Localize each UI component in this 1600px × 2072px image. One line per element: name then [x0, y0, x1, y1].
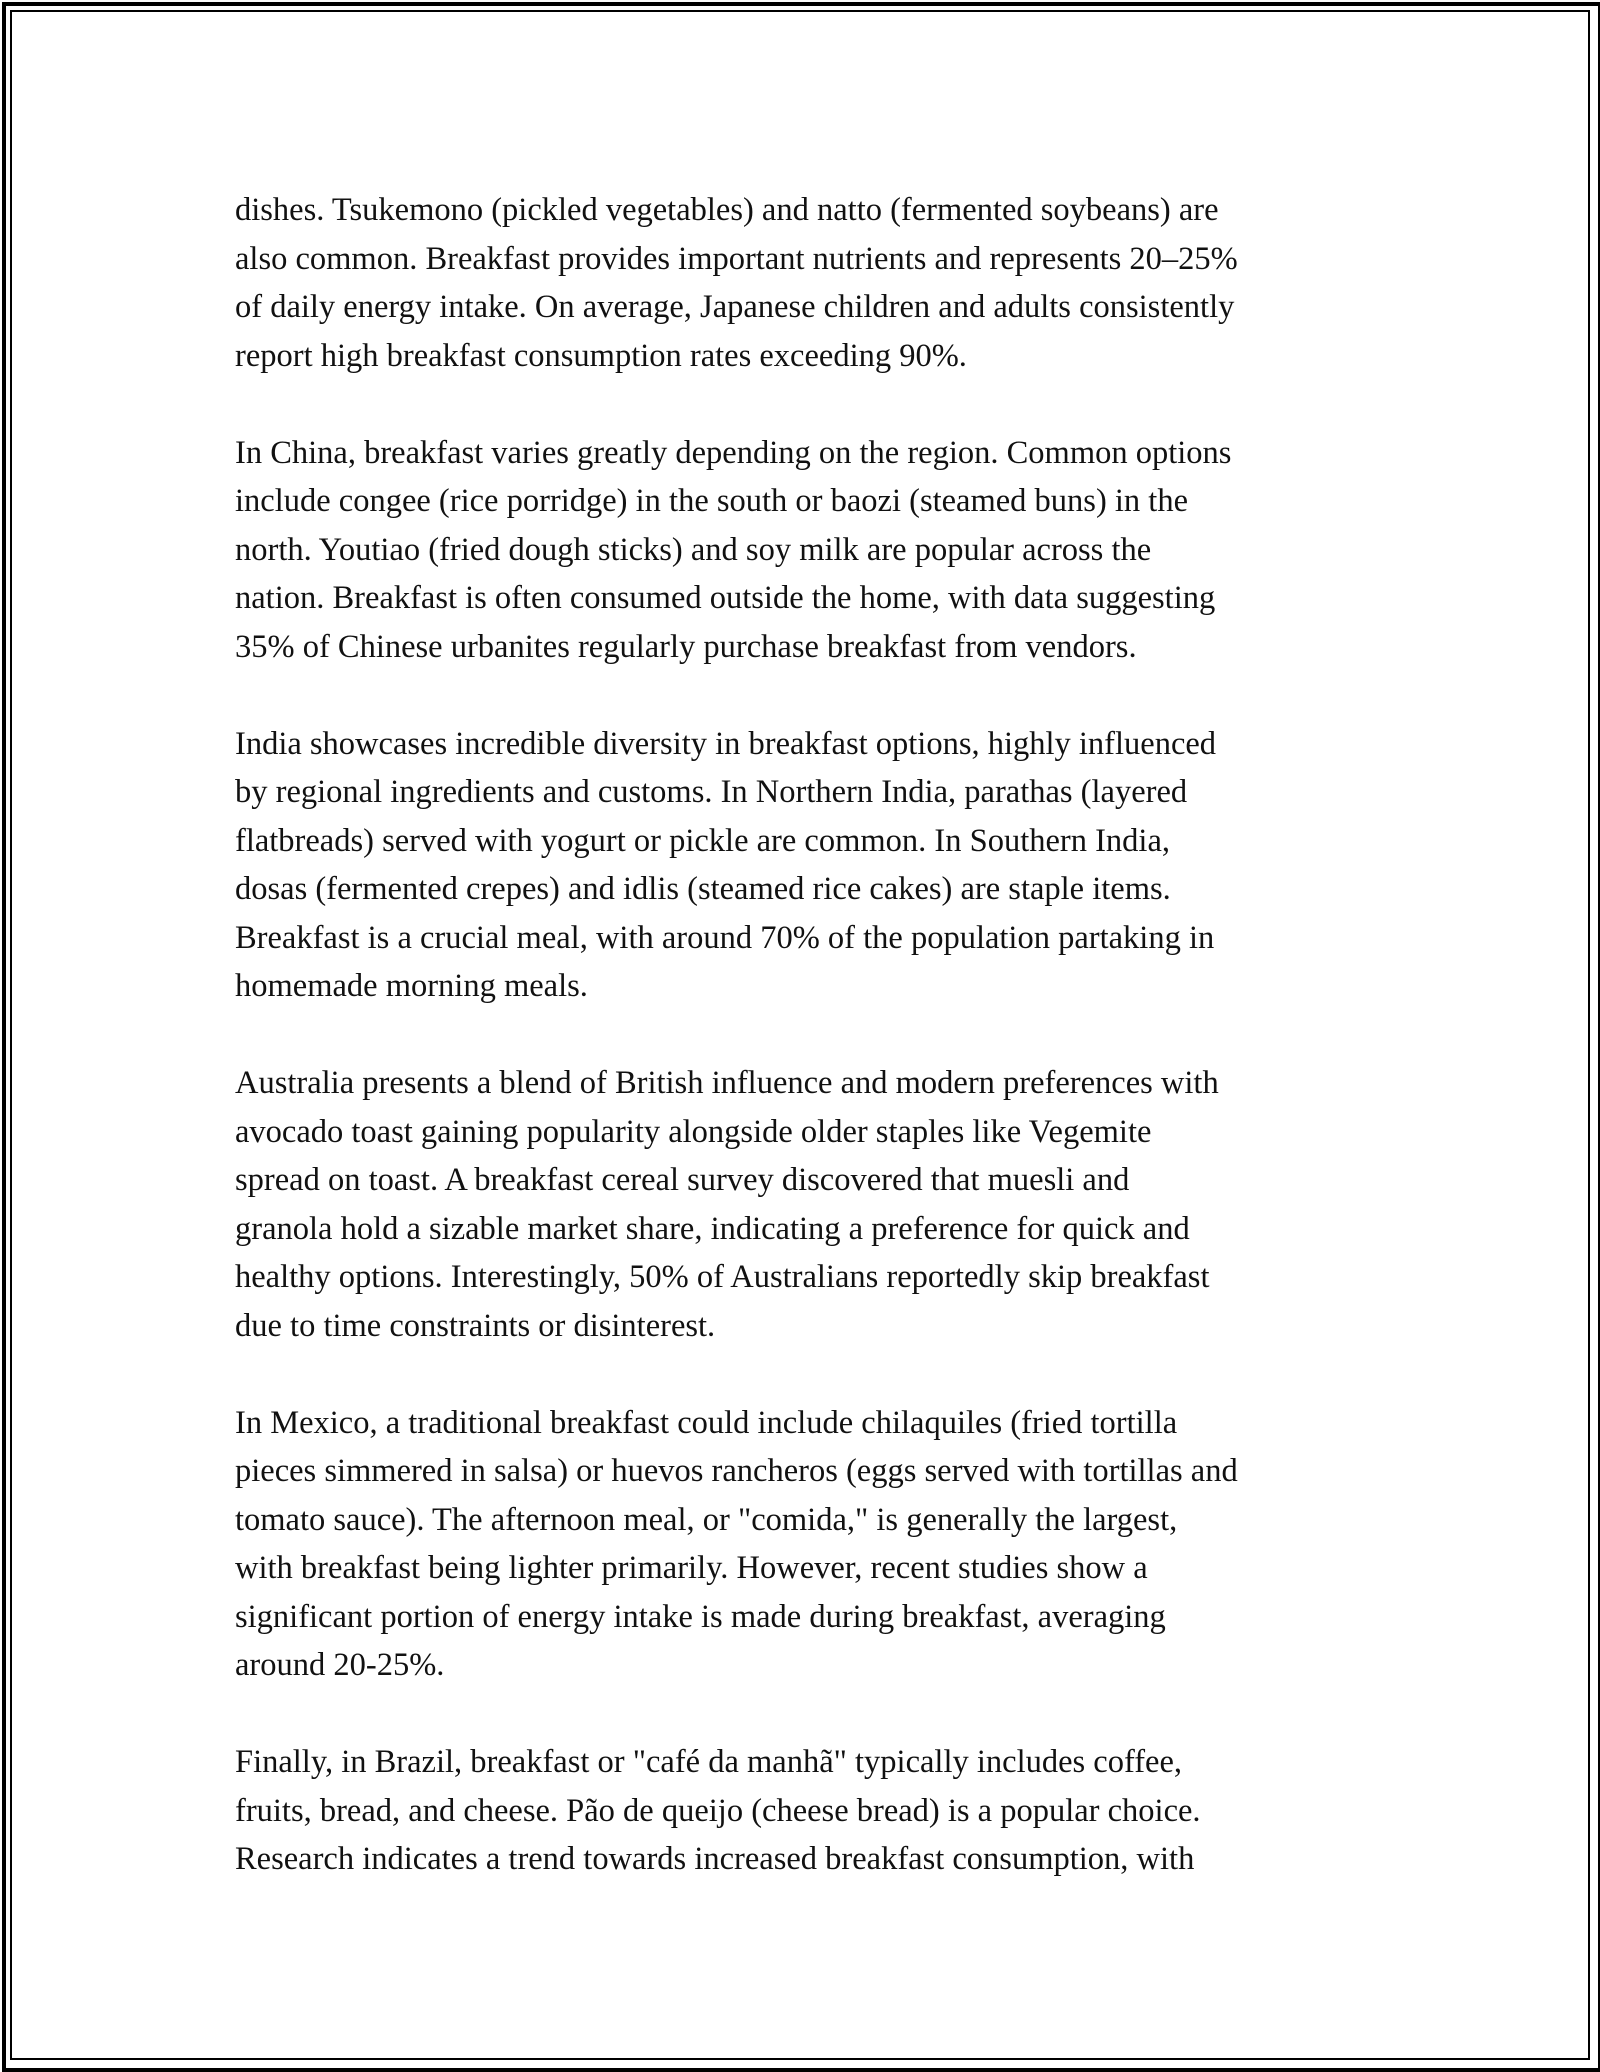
text-line: by regional ingredients and customs. In Northern India, parathas (layered: [235, 774, 1188, 810]
text-line: tomato sauce). The afternoon meal, or "comida," is generally the largest,: [235, 1501, 1178, 1538]
text-line: due to time constraints or disinterest.: [235, 1307, 716, 1344]
paragraph-brazil: [235, 1738, 1395, 1884]
paragraph-australia: [235, 1059, 1395, 1350]
text-line: with breakfast being lighter primarily. However, recent studies show a: [235, 1550, 1148, 1586]
text-line: India showcases incredible diversity in breakfast options, highly influenced: [235, 725, 1217, 762]
text-line: dosas (fermented crepes) and idlis (steamed rice cakes) are staple items.: [235, 871, 1171, 907]
text-line: around 20-25%.: [235, 1647, 445, 1683]
text-line: dishes. Tsukemono (pickled vegetables) and natto (fermented soybeans) are: [235, 192, 1219, 228]
text-line: healthy options. Interestingly, 50% of Australians reportedly skip breakfast: [235, 1259, 1210, 1295]
text-line: flatbreads) served with yogurt or pickle are common. In Southern India,: [235, 822, 1170, 859]
text-line: north. Youtiao (fried dough sticks) and soy milk are popular across the: [235, 531, 1152, 568]
text-line: granola hold a sizable market share, indicating a preference for quick and: [235, 1210, 1190, 1247]
text-line: 35% of Chinese urbanites regularly purchase breakfast from vendors.: [235, 628, 1137, 665]
text-line: significant portion of energy intake is made during breakfast, averaging: [235, 1598, 1166, 1635]
text-line: Research indicates a trend towards increased breakfast consumption, with: [235, 1841, 1195, 1877]
text-line: avocado toast gaining popularity alongside older staples like Vegemite: [235, 1113, 1152, 1150]
text-line: also common. Breakfast provides important nutrients and represents 20–25%: [235, 240, 1238, 277]
text-line: include congee (rice porridge) in the south or baozi (steamed buns) in the: [235, 483, 1189, 519]
paragraph-china: [235, 429, 1395, 672]
paragraph-japan: [235, 186, 1395, 380]
text-line: In China, breakfast varies greatly depending on the region. Common options: [235, 434, 1232, 471]
document-body: [235, 186, 1395, 1932]
text-line: nation. Breakfast is often consumed outside the home, with data suggesting: [235, 580, 1216, 616]
paragraph-mexico: [235, 1399, 1395, 1690]
text-line: Finally, in Brazil, breakfast or "café da manhã" typically includes coffee,: [235, 1744, 1183, 1780]
text-line: report high breakfast consumption rates exceeding 90%.: [235, 337, 967, 374]
text-line: In Mexico, a traditional breakfast could include chilaquiles (fried tortilla: [235, 1404, 1178, 1441]
paragraph-india: [235, 720, 1395, 1011]
text-line: of daily energy intake. On average, Japanese children and adults consistently: [235, 289, 1235, 325]
text-line: pieces simmered in salsa) or huevos rancheros (eggs served with tortillas and: [235, 1453, 1238, 1489]
text-line: fruits, bread, and cheese. Pão de queijo (cheese bread) is a popular choice.: [235, 1792, 1201, 1829]
text-line: Australia presents a blend of British influence and modern preferences with: [235, 1065, 1219, 1101]
text-line: Breakfast is a crucial meal, with around 70% of the population partaking in: [235, 919, 1215, 956]
text-line: homemade morning meals.: [235, 968, 588, 1004]
text-line: spread on toast. A breakfast cereal survey discovered that muesli and: [235, 1162, 1130, 1198]
